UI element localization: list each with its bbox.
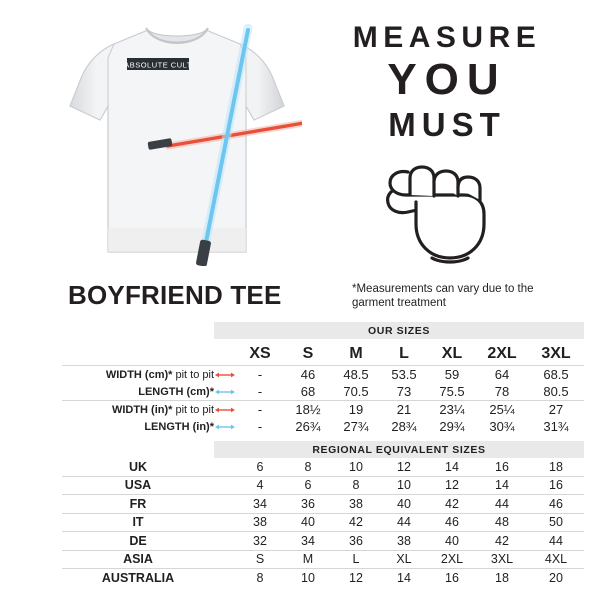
cell-asia-2xl: 3XL [490,552,514,567]
size-chart-table [62,322,584,587]
cell-usa-s: 6 [304,478,312,493]
row-length-in [62,418,584,435]
cell-usa-3xl: 16 [549,478,563,493]
cell-asia-m: L [352,552,360,567]
cell-usa-l: 10 [397,478,411,493]
region-label-fr: FR [129,496,147,511]
cell-length-in-xl: 29¾ [439,419,465,434]
cell-asia-s: M [302,552,314,567]
cell-australia-xs: 8 [256,570,264,585]
cell-length-cm-l: 73 [396,384,412,399]
cell-width-cm-l: 53.5 [391,367,417,382]
cell-length-in-m: 27¾ [343,419,369,434]
cell-fr-3xl: 46 [549,496,563,511]
size-header-l: L [399,345,409,362]
cell-fr-xl: 42 [445,496,459,511]
row-label-width-cm-bold: WIDTH (cm)* [105,368,173,381]
table-row-fr [62,495,584,514]
length-cm-marker-icon [214,383,236,401]
cell-length-in-3xl: 31¾ [543,419,569,434]
cell-width-in-3xl: 27 [548,402,564,417]
cell-fr-2xl: 44 [495,496,509,511]
size-header-2xl: 2XL [487,345,517,362]
cell-de-2xl: 42 [495,533,509,548]
table-row-asia [62,550,584,569]
cell-australia-2xl: 18 [495,570,509,585]
cell-length-in-s: 26¾ [295,419,321,434]
cell-de-3xl: 44 [549,533,563,548]
size-header-m: M [349,345,363,362]
cell-uk-m: 10 [349,459,363,474]
cell-length-in-2xl: 30¾ [489,419,515,434]
size-header-3xl: 3XL [541,345,571,362]
measurement-note: *Measurements can vary due to the garment treatment [352,283,534,310]
row-width-in [62,401,584,419]
cell-width-in-xs: - [257,402,263,417]
cell-australia-l: 14 [397,570,411,585]
cell-width-cm-3xl: 68.5 [543,367,569,382]
region-label-uk: UK [128,459,148,474]
cell-usa-xs: 4 [256,478,264,493]
table-row-it [62,513,584,532]
regional-band-row [62,441,584,458]
cell-australia-m: 12 [349,570,363,585]
our-sizes-band-label: OUR SIZES [214,322,584,339]
cell-width-in-m: 19 [348,402,364,417]
cell-australia-s: 10 [301,570,315,585]
row-label-width-in-bold: WIDTH (in)* [111,403,173,416]
size-header-s: S [302,345,314,362]
tshirt-illustration [52,14,302,266]
cell-it-2xl: 48 [495,515,509,530]
cell-length-cm-xl: 75.5 [439,384,465,399]
cell-fr-xs: 34 [253,496,267,511]
row-length-cm [62,383,584,401]
cell-uk-xl: 14 [445,459,459,474]
row-label-width-in-thin: pit to pit [172,403,214,416]
cell-it-s: 40 [301,515,315,530]
row-width-cm [62,366,584,384]
width-in-marker-icon [214,401,236,419]
row-label-width-cm-thin: pit to pit [172,368,214,381]
cell-width-cm-xl: 59 [444,367,460,382]
row-label-width-cm [62,366,214,384]
cell-length-cm-m: 70.5 [343,384,369,399]
cell-de-xl: 40 [445,533,459,548]
cell-length-in-l: 28¾ [391,419,417,434]
region-label-asia: ASIA [123,552,153,567]
cell-usa-m: 8 [352,478,360,493]
cell-asia-xl: 2XL [440,552,464,567]
cell-uk-xs: 6 [256,459,264,474]
headline-line-1: MEASURE [352,21,542,54]
cell-it-l: 44 [397,515,411,530]
cell-length-in-xs: - [257,419,263,434]
cell-usa-xl: 12 [445,478,459,493]
cell-width-cm-2xl: 64 [494,367,510,382]
cell-australia-xl: 16 [445,570,459,585]
cell-de-l: 38 [397,533,411,548]
cell-usa-2xl: 14 [495,478,509,493]
length-in-marker-icon [214,418,236,435]
cell-it-3xl: 50 [549,515,563,530]
shirt-brand-label: ABSOLUTE CULT [124,60,192,70]
page-title: BOYFRIEND TEE [68,280,282,310]
cell-width-in-xl: 23¼ [439,402,465,417]
region-label-de: DE [129,533,147,548]
cell-asia-3xl: 4XL [544,552,568,567]
cell-uk-l: 12 [397,459,411,474]
cell-width-in-s: 18½ [295,402,321,417]
table-row-australia [62,569,584,587]
row-label-width-in [62,401,214,419]
cell-it-xl: 46 [445,515,459,530]
cell-width-cm-m: 48.5 [343,367,369,382]
cell-de-m: 36 [349,533,363,548]
cell-de-s: 34 [301,533,315,548]
cell-length-cm-xs: - [257,384,263,399]
table-row-uk [62,458,584,476]
pointing-hand-icon [372,162,512,266]
size-header-xs: XS [249,345,271,362]
cell-fr-m: 38 [349,496,363,511]
cell-fr-l: 40 [397,496,411,511]
size-header-row [62,339,584,366]
row-label-length-in-bold: LENGTH (in)* [144,420,214,433]
cell-uk-3xl: 18 [549,459,563,474]
cell-width-cm-xs: - [257,367,263,382]
headline-line-2: YOU [387,55,507,105]
cell-asia-xs: S [255,552,265,567]
size-header-xl: XL [441,345,463,362]
cell-width-in-2xl: 25¼ [489,402,515,417]
cell-it-m: 42 [349,515,363,530]
cell-length-cm-s: 68 [300,384,316,399]
cell-width-cm-s: 46 [300,367,316,382]
row-label-length-cm-bold: LENGTH (cm)* [138,385,214,398]
region-label-it: IT [132,515,144,530]
headline-line-3: MUST [388,105,506,143]
region-label-australia: AUSTRALIA [101,570,175,585]
row-label-length-in [62,418,214,435]
cell-uk-2xl: 16 [495,459,509,474]
cell-de-xs: 32 [253,533,267,548]
row-label-length-cm [62,383,214,401]
regional-band-label: REGIONAL EQUIVALENT SIZES [214,441,584,458]
cell-length-cm-3xl: 80.5 [543,384,569,399]
cell-australia-3xl: 20 [549,570,563,585]
our-sizes-band-row [62,322,584,339]
table-row-usa [62,476,584,495]
headline-block [318,22,576,142]
width-cm-marker-icon [214,366,236,384]
cell-asia-l: XL [396,552,412,567]
cell-length-cm-2xl: 78 [494,384,510,399]
cell-uk-s: 8 [304,459,312,474]
cell-width-in-l: 21 [396,402,412,417]
region-label-usa: USA [124,478,152,493]
cell-fr-s: 36 [301,496,315,511]
cell-it-xs: 38 [253,515,267,530]
title-row [0,280,600,322]
hero-section [0,0,600,278]
table-row-de [62,532,584,551]
